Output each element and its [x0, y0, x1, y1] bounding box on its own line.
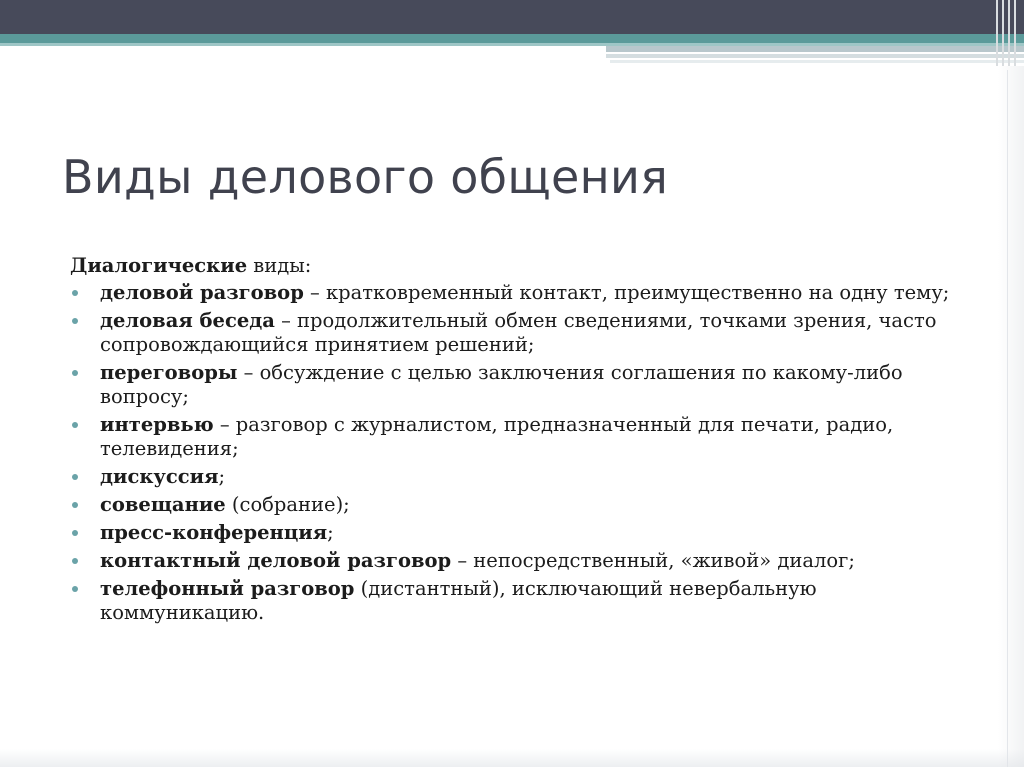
- intro-rest: виды:: [247, 254, 312, 277]
- bullet-dot-icon: [72, 530, 78, 536]
- item-description: – разговор с журналистом, предназначенный для печати, радио, телевидения;: [100, 413, 894, 460]
- item-description: – продолжительный обмен сведениями, точками зрения, часто сопровождающийся принятием решений;: [100, 309, 937, 356]
- list-item: [70, 521, 970, 545]
- item-term: телефонный разговор: [100, 577, 355, 600]
- right-edge-line: [1007, 70, 1008, 767]
- list-item: [70, 493, 970, 517]
- header-stripes: [994, 0, 1024, 66]
- bottom-fade: [0, 749, 1024, 767]
- item-term: совещание: [100, 493, 226, 516]
- slide-body: [70, 254, 970, 629]
- item-term: интервью: [100, 413, 214, 436]
- item-description: ;: [327, 521, 334, 544]
- item-description: (собрание);: [225, 493, 350, 516]
- list-item: [70, 413, 970, 461]
- bullet-dot-icon: [72, 318, 78, 324]
- item-term: деловая беседа: [100, 309, 275, 332]
- list-item: [70, 361, 970, 409]
- item-term: переговоры: [100, 361, 238, 384]
- bullet-dot-icon: [72, 586, 78, 592]
- item-description: (дистантный), исключающий невербальную коммуникацию.: [100, 577, 817, 624]
- bullet-dot-icon: [72, 474, 78, 480]
- bullet-list: [70, 281, 970, 625]
- right-edge-shadow: [998, 66, 1024, 767]
- item-description: – кратковременный контакт, преимущественно на одну тему;: [303, 281, 950, 304]
- header-accent-line: [606, 46, 1024, 52]
- item-term: пресс-конференция: [100, 521, 328, 544]
- list-item: [70, 549, 970, 573]
- bullet-dot-icon: [72, 502, 78, 508]
- item-term: контактный деловой разговор: [100, 549, 452, 572]
- item-description: ;: [218, 465, 226, 488]
- item-term: деловой разговор: [100, 281, 304, 304]
- bullet-dot-icon: [72, 370, 78, 376]
- slide-title: Виды делового общения: [62, 150, 669, 204]
- list-item: [70, 281, 970, 305]
- item-description: – обсуждение с целью заключения соглашения по какому-либо вопросу;: [100, 361, 903, 408]
- bullet-dot-icon: [72, 290, 78, 296]
- list-item: [70, 465, 970, 489]
- bullet-dot-icon: [72, 422, 78, 428]
- list-item: [70, 577, 970, 625]
- intro-term: Диалогические: [70, 254, 248, 277]
- bullet-dot-icon: [72, 558, 78, 564]
- intro-line: [70, 254, 970, 278]
- header-band-dark: [0, 0, 1024, 34]
- header-band-teal: [0, 34, 1024, 43]
- header-accent-line: [610, 60, 1024, 63]
- list-item: [70, 309, 970, 357]
- item-description: – непосредственный, «живой» диалог;: [451, 549, 855, 572]
- item-term: дискуссия: [100, 465, 219, 488]
- header-accent-line: [606, 54, 1024, 58]
